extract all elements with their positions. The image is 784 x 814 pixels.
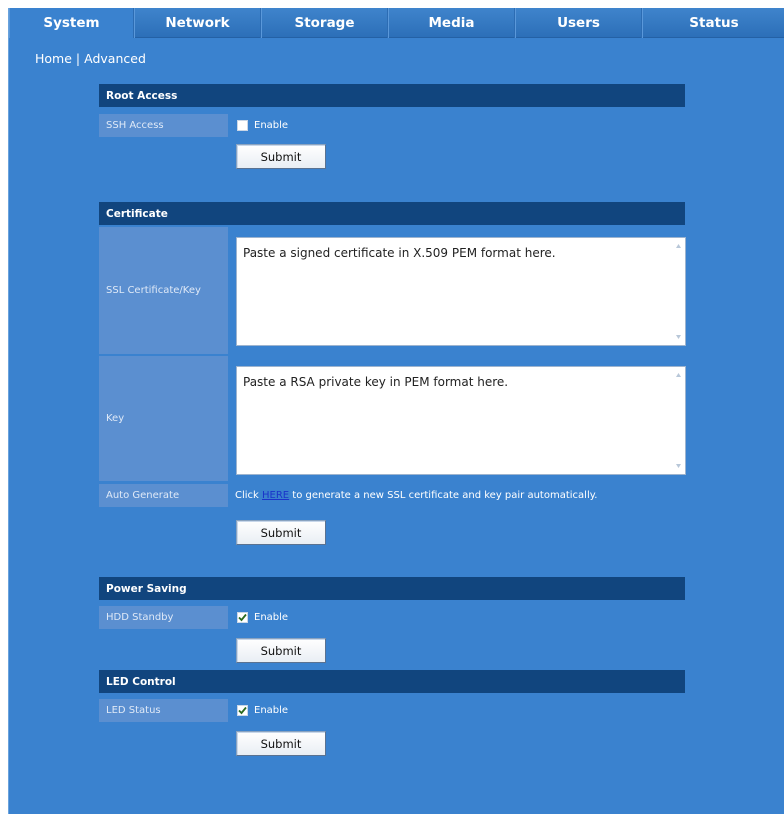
tab-users[interactable]: Users	[515, 8, 642, 38]
ssh-enable-label: Enable	[254, 120, 289, 131]
certificate-title: Certificate	[106, 207, 168, 220]
root-access-submit-button[interactable]	[236, 144, 326, 169]
led-control-title: LED Control	[106, 675, 176, 688]
led-status-label	[99, 699, 228, 722]
ssl-cert-placeholder: Paste a signed certificate in X.509 PEM format here.	[243, 246, 556, 260]
power-saving-submit-label: Submit	[260, 643, 302, 658]
root-access-submit-label: Submit	[260, 149, 302, 164]
tab-storage[interactable]: Storage	[261, 8, 388, 38]
ssh-enable-checkbox[interactable]	[237, 120, 248, 131]
ssh-access-value	[237, 114, 288, 137]
scroll-up-icon[interactable]	[675, 371, 682, 379]
led-control-submit-label: Submit	[260, 736, 302, 751]
scroll-down-icon[interactable]	[675, 462, 682, 470]
auto-generate-value	[235, 484, 597, 507]
auto-generate-label	[99, 484, 228, 507]
led-status-value	[237, 699, 288, 722]
breadcrumb-separator: |	[75, 51, 81, 66]
hdd-standby-label	[99, 606, 228, 629]
hdd-standby-value	[237, 606, 288, 629]
power-saving-submit-button[interactable]	[236, 638, 326, 663]
key-label	[99, 356, 228, 481]
checkmark-icon	[238, 706, 247, 715]
certificate-submit-button[interactable]	[236, 520, 326, 545]
page-frame	[8, 8, 784, 814]
certificate-submit-label: Submit	[260, 525, 302, 540]
ssl-cert-label	[99, 227, 228, 354]
root-access-title: Root Access	[106, 89, 178, 102]
checkmark-icon	[238, 613, 247, 622]
led-control-header	[99, 670, 685, 693]
tab-network[interactable]: Network	[134, 8, 261, 38]
breadcrumb	[35, 51, 146, 66]
certificate-header	[99, 202, 685, 225]
led-control-submit-button[interactable]	[236, 731, 326, 756]
auto-generate-text-before: Click	[235, 490, 263, 501]
scroll-up-icon[interactable]	[675, 242, 682, 250]
ssh-access-label-text: SSH Access	[106, 120, 164, 131]
led-status-label-text: LED Status	[106, 705, 161, 716]
power-saving-header	[99, 577, 685, 600]
top-nav	[9, 8, 784, 38]
power-saving-title: Power Saving	[106, 582, 187, 595]
scroll-down-icon[interactable]	[675, 333, 682, 341]
hdd-enable-label: Enable	[254, 612, 289, 623]
ssh-access-label	[99, 114, 228, 137]
key-placeholder: Paste a RSA private key in PEM format here.	[243, 375, 509, 389]
key-label-text: Key	[106, 413, 125, 424]
generate-here-link[interactable]: HERE	[262, 490, 290, 501]
hdd-standby-label-text: HDD Standby	[106, 612, 174, 623]
tab-media[interactable]: Media	[388, 8, 515, 38]
auto-generate-text-after: to generate a new SSL certificate and key pair automatically.	[289, 490, 598, 501]
ssl-cert-textarea[interactable]	[236, 237, 686, 346]
tab-status[interactable]: Status	[642, 8, 784, 38]
led-enable-label: Enable	[254, 705, 289, 716]
root-access-header	[99, 84, 685, 107]
breadcrumb-current: Advanced	[84, 51, 146, 66]
led-enable-checkbox[interactable]	[237, 705, 248, 716]
ssl-cert-label-text: SSL Certificate/Key	[106, 285, 201, 296]
key-textarea[interactable]	[236, 366, 686, 475]
tab-system[interactable]: System	[9, 8, 134, 38]
breadcrumb-home[interactable]: Home	[35, 51, 72, 66]
auto-generate-label-text: Auto Generate	[106, 490, 180, 501]
hdd-enable-checkbox[interactable]	[237, 612, 248, 623]
